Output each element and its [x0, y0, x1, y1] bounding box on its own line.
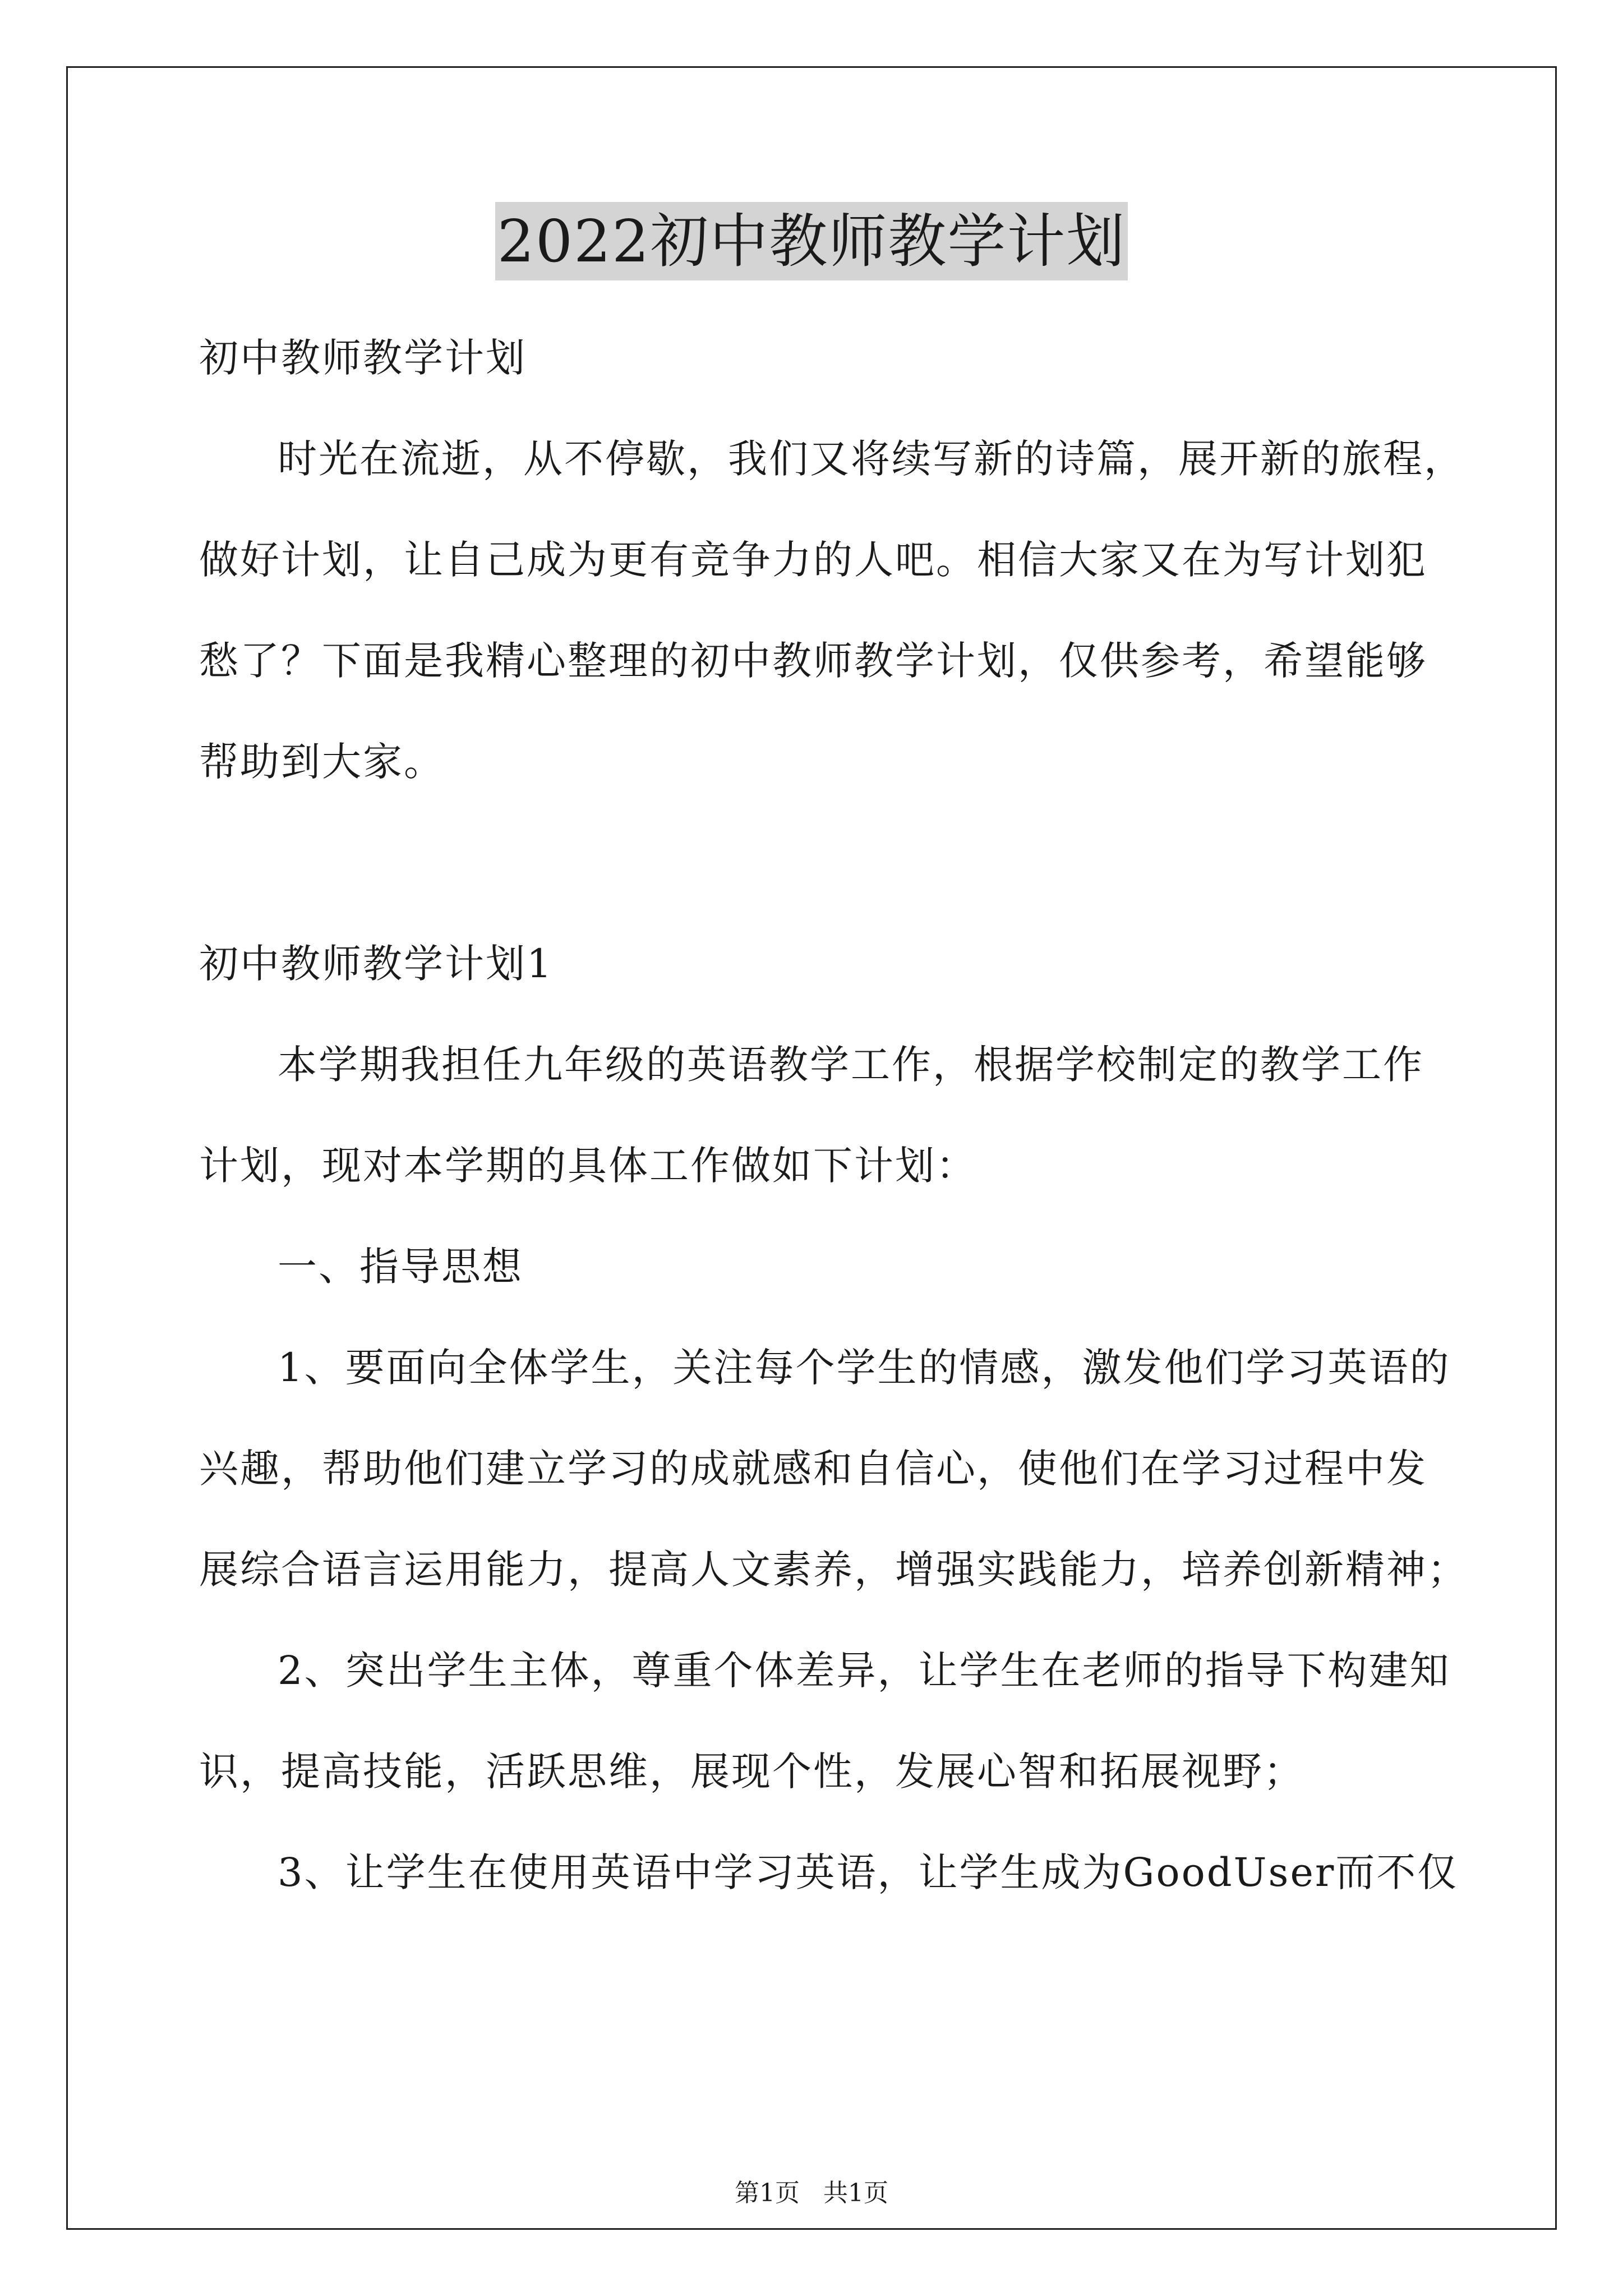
- paragraph-line: 识，提高技能，活跃思维，展现个性，发展心智和拓展视野；: [199, 1749, 1304, 1795]
- paragraph-line: 帮助到大家。: [199, 739, 445, 785]
- document-title: 2022初中教师教学计划: [495, 202, 1128, 280]
- paragraph-line: 兴趣，帮助他们建立学习的成就感和自信心，使他们在学习过程中发: [199, 1446, 1427, 1492]
- paragraph-line: 1、要面向全体学生，关注每个学生的情感，激发他们学习英语的: [278, 1345, 1451, 1391]
- paragraph-line: 愁了？下面是我精心整理的初中教师教学计划，仅供参考，希望能够: [199, 638, 1427, 684]
- paragraph-line: 3、让学生在使用英语中学习英语，让学生成为GoodUser而不仅: [278, 1849, 1459, 1895]
- page-footer: 第1页 共1页: [735, 2179, 888, 2207]
- section-heading: 初中教师教学计划1: [199, 941, 554, 987]
- paragraph-line: 做好计划，让自己成为更有竞争力的人吧。相信大家又在为写计划犯: [199, 537, 1427, 583]
- paragraph-line: 计划，现对本学期的具体工作做如下计划：: [199, 1143, 977, 1189]
- title-container: [0, 202, 1623, 280]
- paragraph-line: 2、突出学生主体，尊重个体差异，让学生在老师的指导下构建知: [278, 1648, 1451, 1694]
- paragraph-line: 展综合语言运用能力，提高人文素养，增强实践能力，培养创新精神；: [199, 1547, 1468, 1593]
- paragraph-line: 时光在流逝，从不停歇，我们又将续写新的诗篇，展开新的旅程，: [278, 436, 1465, 482]
- paragraph-line: 本学期我担任九年级的英语教学工作，根据学校制定的教学工作: [278, 1042, 1424, 1088]
- document-body: [199, 307, 1468, 1923]
- subtitle-line: 初中教师教学计划: [199, 335, 527, 381]
- paragraph-gap: [199, 812, 1424, 913]
- subsection-heading: 一、指导思想: [278, 1244, 523, 1290]
